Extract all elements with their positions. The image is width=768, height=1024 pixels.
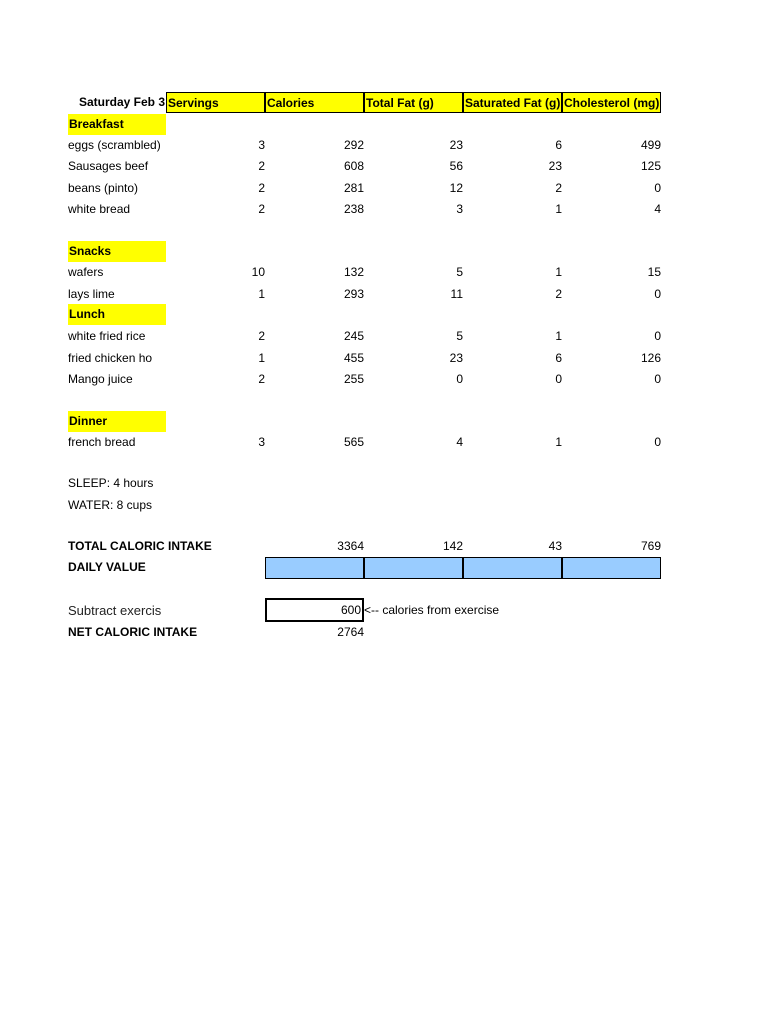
row-saturated-fat[interactable]: 1 — [555, 202, 562, 216]
row-total-fat[interactable]: 3 — [456, 202, 463, 216]
total-calories[interactable]: 3364 — [337, 539, 364, 553]
daily-value-label[interactable]: DAILY VALUE — [68, 560, 146, 574]
row-saturated-fat[interactable]: 1 — [555, 435, 562, 449]
sleep-note[interactable]: SLEEP: 4 hours — [68, 476, 154, 490]
row-servings[interactable]: 1 — [258, 287, 265, 301]
row-cholesterol[interactable]: 0 — [654, 287, 661, 301]
row-total-fat[interactable]: 56 — [449, 159, 463, 173]
row-name[interactable]: french bread — [68, 435, 136, 449]
row-servings[interactable]: 3 — [258, 435, 265, 449]
row-calories[interactable]: 238 — [343, 202, 364, 216]
row-servings[interactable]: 2 — [258, 372, 265, 386]
row-total-fat[interactable]: 4 — [456, 435, 463, 449]
row-cholesterol[interactable]: 4 — [654, 202, 661, 216]
row-name[interactable]: beans (pinto) — [68, 181, 139, 195]
row-servings[interactable]: 3 — [258, 138, 265, 152]
row-calories[interactable]: 565 — [343, 435, 364, 449]
row-calories[interactable]: 132 — [343, 265, 364, 279]
header-calories[interactable]: Calories — [265, 92, 364, 113]
row-name[interactable]: white fried rice — [68, 329, 146, 343]
row-name[interactable]: wafers — [68, 265, 104, 279]
header-saturated-fat[interactable]: Saturated Fat (g) — [463, 92, 562, 113]
row-cholesterol[interactable]: 0 — [654, 329, 661, 343]
header-servings[interactable]: Servings — [166, 92, 265, 113]
row-servings[interactable]: 10 — [251, 265, 265, 279]
row-name[interactable]: fried chicken ho — [68, 351, 153, 365]
row-cholesterol[interactable]: 0 — [654, 372, 661, 386]
row-saturated-fat[interactable]: 1 — [555, 265, 562, 279]
row-saturated-fat[interactable]: 0 — [555, 372, 562, 386]
header-cholesterol[interactable]: Cholesterol (mg) — [562, 92, 661, 113]
row-total-fat[interactable]: 0 — [456, 372, 463, 386]
net-caloric-intake-value[interactable]: 2764 — [337, 625, 364, 639]
row-name[interactable]: white bread — [68, 202, 131, 216]
row-name[interactable]: Sausages beef — [68, 159, 149, 173]
total-cholesterol[interactable]: 769 — [640, 539, 661, 553]
row-calories[interactable]: 608 — [343, 159, 364, 173]
row-saturated-fat[interactable]: 1 — [555, 329, 562, 343]
section-lunch[interactable]: Lunch — [68, 304, 166, 325]
header-total-fat[interactable]: Total Fat (g) — [364, 92, 463, 113]
row-cholesterol[interactable]: 15 — [647, 265, 661, 279]
row-calories[interactable]: 293 — [343, 287, 364, 301]
total-caloric-intake-label[interactable]: TOTAL CALORIC INTAKE — [68, 539, 212, 553]
row-cholesterol[interactable]: 499 — [640, 138, 661, 152]
row-servings[interactable]: 2 — [258, 159, 265, 173]
row-cholesterol[interactable]: 0 — [654, 181, 661, 195]
row-saturated-fat[interactable]: 2 — [555, 181, 562, 195]
total-fat[interactable]: 142 — [442, 539, 463, 553]
row-total-fat[interactable]: 23 — [449, 138, 463, 152]
daily-value-total-fat-cell[interactable] — [364, 557, 463, 579]
row-calories[interactable]: 245 — [343, 329, 364, 343]
row-name[interactable]: eggs (scrambled) — [68, 138, 161, 152]
row-saturated-fat[interactable]: 23 — [548, 159, 562, 173]
row-calories[interactable]: 292 — [343, 138, 364, 152]
row-total-fat[interactable]: 23 — [449, 351, 463, 365]
row-total-fat[interactable]: 5 — [456, 329, 463, 343]
row-calories[interactable]: 255 — [343, 372, 364, 386]
row-calories[interactable]: 455 — [343, 351, 364, 365]
subtract-exercise-label[interactable]: Subtract exercis — [68, 603, 162, 618]
daily-value-cholesterol-cell[interactable] — [562, 557, 661, 579]
daily-value-calories-cell[interactable] — [265, 557, 364, 579]
daily-value-saturated-fat-cell[interactable] — [463, 557, 562, 579]
row-saturated-fat[interactable]: 6 — [555, 351, 562, 365]
row-saturated-fat[interactable]: 2 — [555, 287, 562, 301]
section-dinner[interactable]: Dinner — [68, 411, 166, 432]
row-total-fat[interactable]: 11 — [450, 287, 463, 301]
row-servings[interactable]: 1 — [258, 351, 265, 365]
row-total-fat[interactable]: 12 — [449, 181, 463, 195]
section-breakfast[interactable]: Breakfast — [68, 114, 166, 135]
row-name[interactable]: Mango juice — [68, 372, 133, 386]
date-label[interactable]: Saturday Feb 3 — [78, 95, 165, 109]
row-calories[interactable]: 281 — [343, 181, 364, 195]
exercise-note: <-- calories from exercise — [364, 603, 500, 617]
water-note[interactable]: WATER: 8 cups — [68, 498, 153, 512]
row-name[interactable]: lays lime — [68, 287, 115, 301]
row-total-fat[interactable]: 5 — [456, 265, 463, 279]
row-cholesterol[interactable]: 126 — [640, 351, 661, 365]
row-servings[interactable]: 2 — [258, 329, 265, 343]
total-saturated-fat[interactable]: 43 — [548, 539, 562, 553]
net-caloric-intake-label[interactable]: NET CALORIC INTAKE — [68, 625, 198, 639]
row-cholesterol[interactable]: 125 — [640, 159, 661, 173]
exercise-calories-input[interactable]: 600 — [265, 598, 364, 622]
row-saturated-fat[interactable]: 6 — [555, 138, 562, 152]
row-cholesterol[interactable]: 0 — [654, 435, 661, 449]
row-servings[interactable]: 2 — [258, 202, 265, 216]
row-servings[interactable]: 2 — [258, 181, 265, 195]
section-snacks[interactable]: Snacks — [68, 241, 166, 262]
